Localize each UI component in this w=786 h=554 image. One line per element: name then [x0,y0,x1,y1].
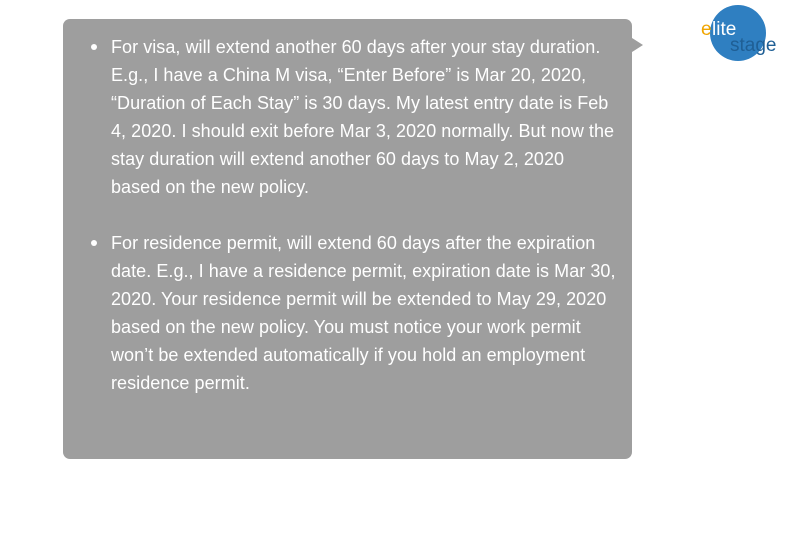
list-item-text: For residence permit, will extend 60 days after the expiration date. E.g., I have a residence permit, expiration date is Mar 30, 2020. Your residence permit will be extended to May 29, 2020 based on the new policy. You must notice your work permit won’t be extended automatically if you hold an employment residence permit. [111,233,616,393]
list-item-visa [63,33,618,201]
logo-icon [700,4,786,62]
bullet-icon [91,240,97,246]
elite-stage-logo[interactable] [700,4,786,62]
svg-text:stage: stage [730,35,777,56]
svg-text:lite: lite [712,19,737,40]
info-popup [63,19,632,459]
popup-pointer [632,38,643,52]
svg-text:e: e [701,19,712,40]
bullet-icon [91,44,97,50]
bullet-list [63,33,618,397]
list-item-text: For visa, will extend another 60 days after your stay duration. E.g., I have a China M visa, “Enter Before” is Mar 20, 2020, “Duration of Each Stay” is 30 days. My latest entry date is Feb 4, 2020. I should exit before Mar 3, 2020 normally. But now the stay duration will extend another 60 days to May 2, 2020 based on the new policy. [111,37,615,197]
list-item-residence-permit [63,229,618,397]
